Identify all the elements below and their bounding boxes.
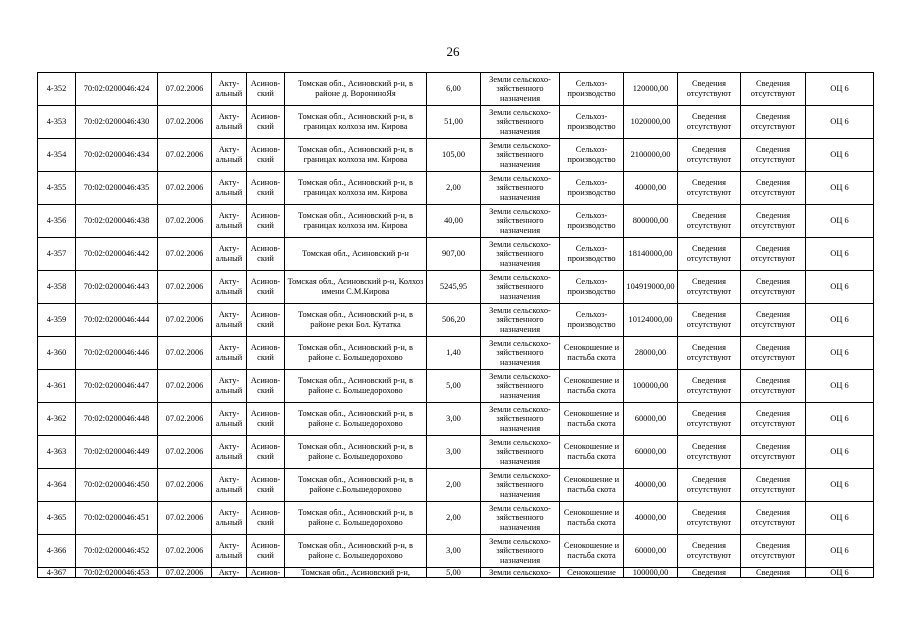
- cell-district: Асинов-ский: [247, 535, 285, 568]
- cell-address: Томская обл., Асиновский р-н, в районе д. ВорониноЯя: [285, 73, 427, 106]
- cell-status: Акту-альный: [212, 535, 247, 568]
- cell-valuation-code: ОЦ 6: [806, 73, 874, 106]
- cell-record-id: 4-353: [38, 106, 76, 139]
- cell-cadastral-value: 2100000,00: [624, 139, 678, 172]
- cell-cadastral-value: 100000,00: [624, 568, 678, 578]
- cell-registration-date: 07.02.2006: [158, 535, 212, 568]
- cell-cadastral-number: 70:02:0200046:447: [76, 370, 158, 403]
- cell-land-category: Земли сельскохо-зяйственного назначения: [481, 271, 560, 304]
- cell-district: Асинов-ский: [247, 271, 285, 304]
- table-row: [38, 304, 874, 337]
- cell-address: Томская обл., Асиновский р-н, в границах колхоза им. Кирова: [285, 139, 427, 172]
- cell-record-id: 4-357: [38, 238, 76, 271]
- cell-registration-date: 07.02.2006: [158, 304, 212, 337]
- cell-status: Акту-альный: [212, 502, 247, 535]
- cell-district: Асинов-ский: [247, 502, 285, 535]
- table-row: [38, 436, 874, 469]
- cell-status: Акту-альный: [212, 370, 247, 403]
- cell-land-category: Земли сельскохо-зяйственного назначения: [481, 238, 560, 271]
- cell-cadastral-value: 40000,00: [624, 172, 678, 205]
- table-row-partial: [38, 568, 874, 578]
- cell-land-category: Земли сельскохо-зяйственного назначения: [481, 370, 560, 403]
- cell-permitted-use: Сенокошение: [560, 568, 624, 578]
- cell-info-rights: Сведения отсутствуют: [741, 73, 806, 106]
- cell-registration-date: 07.02.2006: [158, 238, 212, 271]
- cell-land-category: Земли сельскохо-: [481, 568, 560, 578]
- cell-record-id: 4-362: [38, 403, 76, 436]
- cell-valuation-code: ОЦ 6: [806, 139, 874, 172]
- cell-area: 907,00: [427, 238, 481, 271]
- cell-info-owner: Сведения отсутствуют: [678, 502, 741, 535]
- cell-address: Томская обл., Асиновский р-н, в районе с. Большедорохово: [285, 535, 427, 568]
- cell-cadastral-value: 40000,00: [624, 469, 678, 502]
- cell-registration-date: 07.02.2006: [158, 271, 212, 304]
- cell-cadastral-value: 10124000,00: [624, 304, 678, 337]
- cell-permitted-use: Сенокошение и пастьба скота: [560, 370, 624, 403]
- cell-permitted-use: Сельхоз-производство: [560, 106, 624, 139]
- cell-address: Томская обл., Асиновский р-н, Колхоз имени С.М.Кирова: [285, 271, 427, 304]
- cell-permitted-use: Сельхоз-производство: [560, 304, 624, 337]
- cell-address: Томская обл., Асиновский р-н: [285, 238, 427, 271]
- cell-status: Акту-альный: [212, 337, 247, 370]
- cell-district: Асинов-ский: [247, 469, 285, 502]
- cell-cadastral-value: 60000,00: [624, 535, 678, 568]
- cell-cadastral-number: 70:02:0200046:444: [76, 304, 158, 337]
- cell-cadastral-number: 70:02:0200046:435: [76, 172, 158, 205]
- land-registry-table: [37, 72, 874, 578]
- cell-permitted-use: Сенокошение и пастьба скота: [560, 535, 624, 568]
- cell-registration-date: 07.02.2006: [158, 139, 212, 172]
- cell-record-id: 4-366: [38, 535, 76, 568]
- cell-status: Акту-альный: [212, 205, 247, 238]
- cell-info-rights: Сведения отсутствуют: [741, 370, 806, 403]
- table-row: [38, 403, 874, 436]
- cell-valuation-code: ОЦ 6: [806, 106, 874, 139]
- cell-district: Асинов-ский: [247, 436, 285, 469]
- cell-address: Томская обл., Асиновский р-н, в районе с. Большедорохово: [285, 502, 427, 535]
- table-row: [38, 106, 874, 139]
- cell-district: Асинов-ский: [247, 205, 285, 238]
- page-number: 26: [446, 44, 460, 59]
- cell-valuation-code: ОЦ 6: [806, 469, 874, 502]
- table-row: [38, 337, 874, 370]
- cell-record-id: 4-355: [38, 172, 76, 205]
- cell-valuation-code: ОЦ 6: [806, 436, 874, 469]
- cell-info-owner: Сведения отсутствуют: [678, 535, 741, 568]
- cell-cadastral-value: 800000,00: [624, 205, 678, 238]
- registry-body: [38, 73, 874, 578]
- cell-status: Акту-альный: [212, 238, 247, 271]
- cell-cadastral-value: 40000,00: [624, 502, 678, 535]
- cell-registration-date: 07.02.2006: [158, 172, 212, 205]
- cell-address: Томская обл., Асиновский р-н, в границах колхоза им. Кирова: [285, 106, 427, 139]
- cell-cadastral-value: 1020000,00: [624, 106, 678, 139]
- cell-permitted-use: Сельхоз-производство: [560, 205, 624, 238]
- cell-cadastral-number: 70:02:0200046:430: [76, 106, 158, 139]
- cell-address: Томская обл., Асиновский р-н, в границах колхоза им. Кирова: [285, 172, 427, 205]
- cell-status: Акту-альный: [212, 436, 247, 469]
- cell-valuation-code: ОЦ 6: [806, 271, 874, 304]
- cell-district: Асинов-: [247, 568, 285, 578]
- cell-status: Акту-: [212, 568, 247, 578]
- cell-status: Акту-альный: [212, 172, 247, 205]
- cell-district: Асинов-ский: [247, 403, 285, 436]
- table-row: [38, 271, 874, 304]
- cell-permitted-use: Сельхоз-производство: [560, 172, 624, 205]
- cell-info-owner: Сведения: [678, 568, 741, 578]
- cell-info-owner: Сведения отсутствуют: [678, 403, 741, 436]
- cell-info-rights: Сведения отсутствуют: [741, 403, 806, 436]
- cell-registration-date: 07.02.2006: [158, 502, 212, 535]
- cell-land-category: Земли сельскохо-зяйственного назначения: [481, 337, 560, 370]
- table-row: [38, 205, 874, 238]
- cell-permitted-use: Сенокошение и пастьба скота: [560, 469, 624, 502]
- cell-info-owner: Сведения отсутствуют: [678, 139, 741, 172]
- cell-district: Асинов-ский: [247, 337, 285, 370]
- cell-area: 1,40: [427, 337, 481, 370]
- cell-area: 3,00: [427, 535, 481, 568]
- table-row: [38, 73, 874, 106]
- cell-land-category: Земли сельскохо-зяйственного назначения: [481, 106, 560, 139]
- cell-cadastral-value: 104919000,00: [624, 271, 678, 304]
- cell-record-id: 4-364: [38, 469, 76, 502]
- cell-valuation-code: ОЦ 6: [806, 568, 874, 578]
- cell-area: 6,00: [427, 73, 481, 106]
- cell-area: 5,00: [427, 568, 481, 578]
- cell-status: Акту-альный: [212, 469, 247, 502]
- cell-cadastral-value: 60000,00: [624, 436, 678, 469]
- cell-info-owner: Сведения отсутствуют: [678, 238, 741, 271]
- cell-district: Асинов-ский: [247, 172, 285, 205]
- cell-address: Томская обл., Асиновский р-н, в районе реки Бол. Кутатка: [285, 304, 427, 337]
- cell-land-category: Земли сельскохо-зяйственного назначения: [481, 73, 560, 106]
- cell-info-owner: Сведения отсутствуют: [678, 304, 741, 337]
- cell-info-rights: Сведения отсутствуют: [741, 139, 806, 172]
- cell-permitted-use: Сенокошение и пастьба скота: [560, 436, 624, 469]
- cell-status: Акту-альный: [212, 139, 247, 172]
- cell-cadastral-value: 60000,00: [624, 403, 678, 436]
- cell-registration-date: 07.02.2006: [158, 73, 212, 106]
- cell-info-owner: Сведения отсутствуют: [678, 469, 741, 502]
- table-row: [38, 469, 874, 502]
- cell-cadastral-number: 70:02:0200046:451: [76, 502, 158, 535]
- cell-permitted-use: Сенокошение и пастьба скота: [560, 403, 624, 436]
- cell-valuation-code: ОЦ 6: [806, 205, 874, 238]
- cell-record-id: 4-354: [38, 139, 76, 172]
- cell-registration-date: 07.02.2006: [158, 205, 212, 238]
- cell-info-owner: Сведения отсутствуют: [678, 73, 741, 106]
- cell-info-owner: Сведения отсутствуют: [678, 271, 741, 304]
- table-row: [38, 535, 874, 568]
- cell-district: Асинов-ский: [247, 370, 285, 403]
- cell-info-rights: Сведения отсутствуют: [741, 172, 806, 205]
- cell-info-owner: Сведения отсутствуют: [678, 172, 741, 205]
- table-row: [38, 238, 874, 271]
- cell-district: Асинов-ский: [247, 139, 285, 172]
- cell-record-id: 4-356: [38, 205, 76, 238]
- cell-area: 105,00: [427, 139, 481, 172]
- cell-address: Томская обл., Асиновский р-н, в районе с. Большедорохово: [285, 337, 427, 370]
- cell-info-rights: Сведения отсутствуют: [741, 106, 806, 139]
- cell-area: 2,00: [427, 172, 481, 205]
- cell-info-owner: Сведения отсутствуют: [678, 205, 741, 238]
- cell-cadastral-number: 70:02:0200046:443: [76, 271, 158, 304]
- cell-district: Асинов-ский: [247, 73, 285, 106]
- cell-land-category: Земли сельскохо-зяйственного назначения: [481, 436, 560, 469]
- cell-cadastral-value: 120000,00: [624, 73, 678, 106]
- cell-info-rights: Сведения: [741, 568, 806, 578]
- cell-area: 51,00: [427, 106, 481, 139]
- cell-address: Томская обл., Асиновский р-н, в районе с.Большедорохово: [285, 469, 427, 502]
- cell-record-id: 4-352: [38, 73, 76, 106]
- cell-valuation-code: ОЦ 6: [806, 370, 874, 403]
- cell-record-id: 4-361: [38, 370, 76, 403]
- cell-land-category: Земли сельскохо-зяйственного назначения: [481, 205, 560, 238]
- cell-area: 2,00: [427, 469, 481, 502]
- table-row: [38, 172, 874, 205]
- cell-info-rights: Сведения отсутствуют: [741, 502, 806, 535]
- cell-info-rights: Сведения отсутствуют: [741, 535, 806, 568]
- cell-registration-date: 07.02.2006: [158, 370, 212, 403]
- cell-land-category: Земли сельскохо-зяйственного назначения: [481, 304, 560, 337]
- cell-valuation-code: ОЦ 6: [806, 238, 874, 271]
- cell-registration-date: 07.02.2006: [158, 106, 212, 139]
- cell-cadastral-number: 70:02:0200046:424: [76, 73, 158, 106]
- cell-address: Томская обл., Асиновский р-н, в районе с. Большедорохово: [285, 370, 427, 403]
- cell-cadastral-number: 70:02:0200046:449: [76, 436, 158, 469]
- cell-cadastral-number: 70:02:0200046:453: [76, 568, 158, 578]
- cell-permitted-use: Сельхоз-производство: [560, 139, 624, 172]
- cell-cadastral-value: 18140000,00: [624, 238, 678, 271]
- table-row: [38, 370, 874, 403]
- cell-status: Акту-альный: [212, 106, 247, 139]
- cell-address: Томская обл., Асиновский р-н, в районе с. Большедорохово: [285, 436, 427, 469]
- cell-info-rights: Сведения отсутствуют: [741, 205, 806, 238]
- cell-permitted-use: Сельхоз-производство: [560, 271, 624, 304]
- cell-info-rights: Сведения отсутствуют: [741, 436, 806, 469]
- cell-cadastral-number: 70:02:0200046:452: [76, 535, 158, 568]
- cell-land-category: Земли сельскохо-зяйственного назначения: [481, 469, 560, 502]
- cell-info-rights: Сведения отсутствуют: [741, 304, 806, 337]
- cell-area: 40,00: [427, 205, 481, 238]
- cell-cadastral-value: 28000,00: [624, 337, 678, 370]
- cell-cadastral-value: 100000,00: [624, 370, 678, 403]
- cell-info-owner: Сведения отсутствуют: [678, 370, 741, 403]
- cell-registration-date: 07.02.2006: [158, 436, 212, 469]
- cell-info-owner: Сведения отсутствуют: [678, 106, 741, 139]
- cell-cadastral-number: 70:02:0200046:450: [76, 469, 158, 502]
- cell-land-category: Земли сельскохо-зяйственного назначения: [481, 535, 560, 568]
- cell-district: Асинов-ский: [247, 304, 285, 337]
- cell-status: Акту-альный: [212, 271, 247, 304]
- cell-district: Асинов-ский: [247, 106, 285, 139]
- cell-cadastral-number: 70:02:0200046:434: [76, 139, 158, 172]
- cell-valuation-code: ОЦ 6: [806, 304, 874, 337]
- cell-permitted-use: Сенокошение и пастьба скота: [560, 502, 624, 535]
- cell-area: 506,20: [427, 304, 481, 337]
- cell-registration-date: 07.02.2006: [158, 403, 212, 436]
- cell-land-category: Земли сельскохо-зяйственного назначения: [481, 172, 560, 205]
- cell-status: Акту-альный: [212, 403, 247, 436]
- cell-land-category: Земли сельскохо-зяйственного назначения: [481, 139, 560, 172]
- cell-record-id: 4-358: [38, 271, 76, 304]
- cell-land-category: Земли сельскохо-зяйственного назначения: [481, 502, 560, 535]
- cell-area: 2,00: [427, 502, 481, 535]
- cell-permitted-use: Сенокошение и пастьба скота: [560, 337, 624, 370]
- cell-district: Асинов-ский: [247, 238, 285, 271]
- cell-info-rights: Сведения отсутствуют: [741, 337, 806, 370]
- cell-valuation-code: ОЦ 6: [806, 502, 874, 535]
- cell-permitted-use: Сельхоз-производство: [560, 238, 624, 271]
- cell-registration-date: 07.02.2006: [158, 337, 212, 370]
- cell-address: Томская обл., Асиновский р-н, в районе с. Большедорохово: [285, 403, 427, 436]
- cell-status: Акту-альный: [212, 304, 247, 337]
- cell-area: 3,00: [427, 403, 481, 436]
- cell-cadastral-number: 70:02:0200046:438: [76, 205, 158, 238]
- cell-area: 5,00: [427, 370, 481, 403]
- cell-registration-date: 07.02.2006: [158, 469, 212, 502]
- cell-info-owner: Сведения отсутствуют: [678, 436, 741, 469]
- cell-record-id: 4-363: [38, 436, 76, 469]
- cell-registration-date: 07.02.2006: [158, 568, 212, 578]
- cell-area: 5245,95: [427, 271, 481, 304]
- cell-info-rights: Сведения отсутствуют: [741, 238, 806, 271]
- cell-cadastral-number: 70:02:0200046:448: [76, 403, 158, 436]
- cell-land-category: Земли сельскохо-зяйственного назначения: [481, 403, 560, 436]
- cell-status: Акту-альный: [212, 73, 247, 106]
- cell-record-id: 4-359: [38, 304, 76, 337]
- cell-info-rights: Сведения отсутствуют: [741, 271, 806, 304]
- cell-valuation-code: ОЦ 6: [806, 337, 874, 370]
- cell-permitted-use: Сельхоз-производство: [560, 73, 624, 106]
- table-row: [38, 502, 874, 535]
- cell-info-owner: Сведения отсутствуют: [678, 337, 741, 370]
- cell-address: Томская обл., Асиновский р-н, в границах колхоза им. Кирова: [285, 205, 427, 238]
- cell-record-id: 4-367: [38, 568, 76, 578]
- cell-valuation-code: ОЦ 6: [806, 403, 874, 436]
- cell-record-id: 4-360: [38, 337, 76, 370]
- cell-address: Томская обл., Асиновский р-н,: [285, 568, 427, 578]
- cell-info-rights: Сведения отсутствуют: [741, 469, 806, 502]
- cell-valuation-code: ОЦ 6: [806, 535, 874, 568]
- cell-cadastral-number: 70:02:0200046:446: [76, 337, 158, 370]
- table-row: [38, 139, 874, 172]
- cell-cadastral-number: 70:02:0200046:442: [76, 238, 158, 271]
- cell-valuation-code: ОЦ 6: [806, 172, 874, 205]
- cell-area: 3,00: [427, 436, 481, 469]
- cell-record-id: 4-365: [38, 502, 76, 535]
